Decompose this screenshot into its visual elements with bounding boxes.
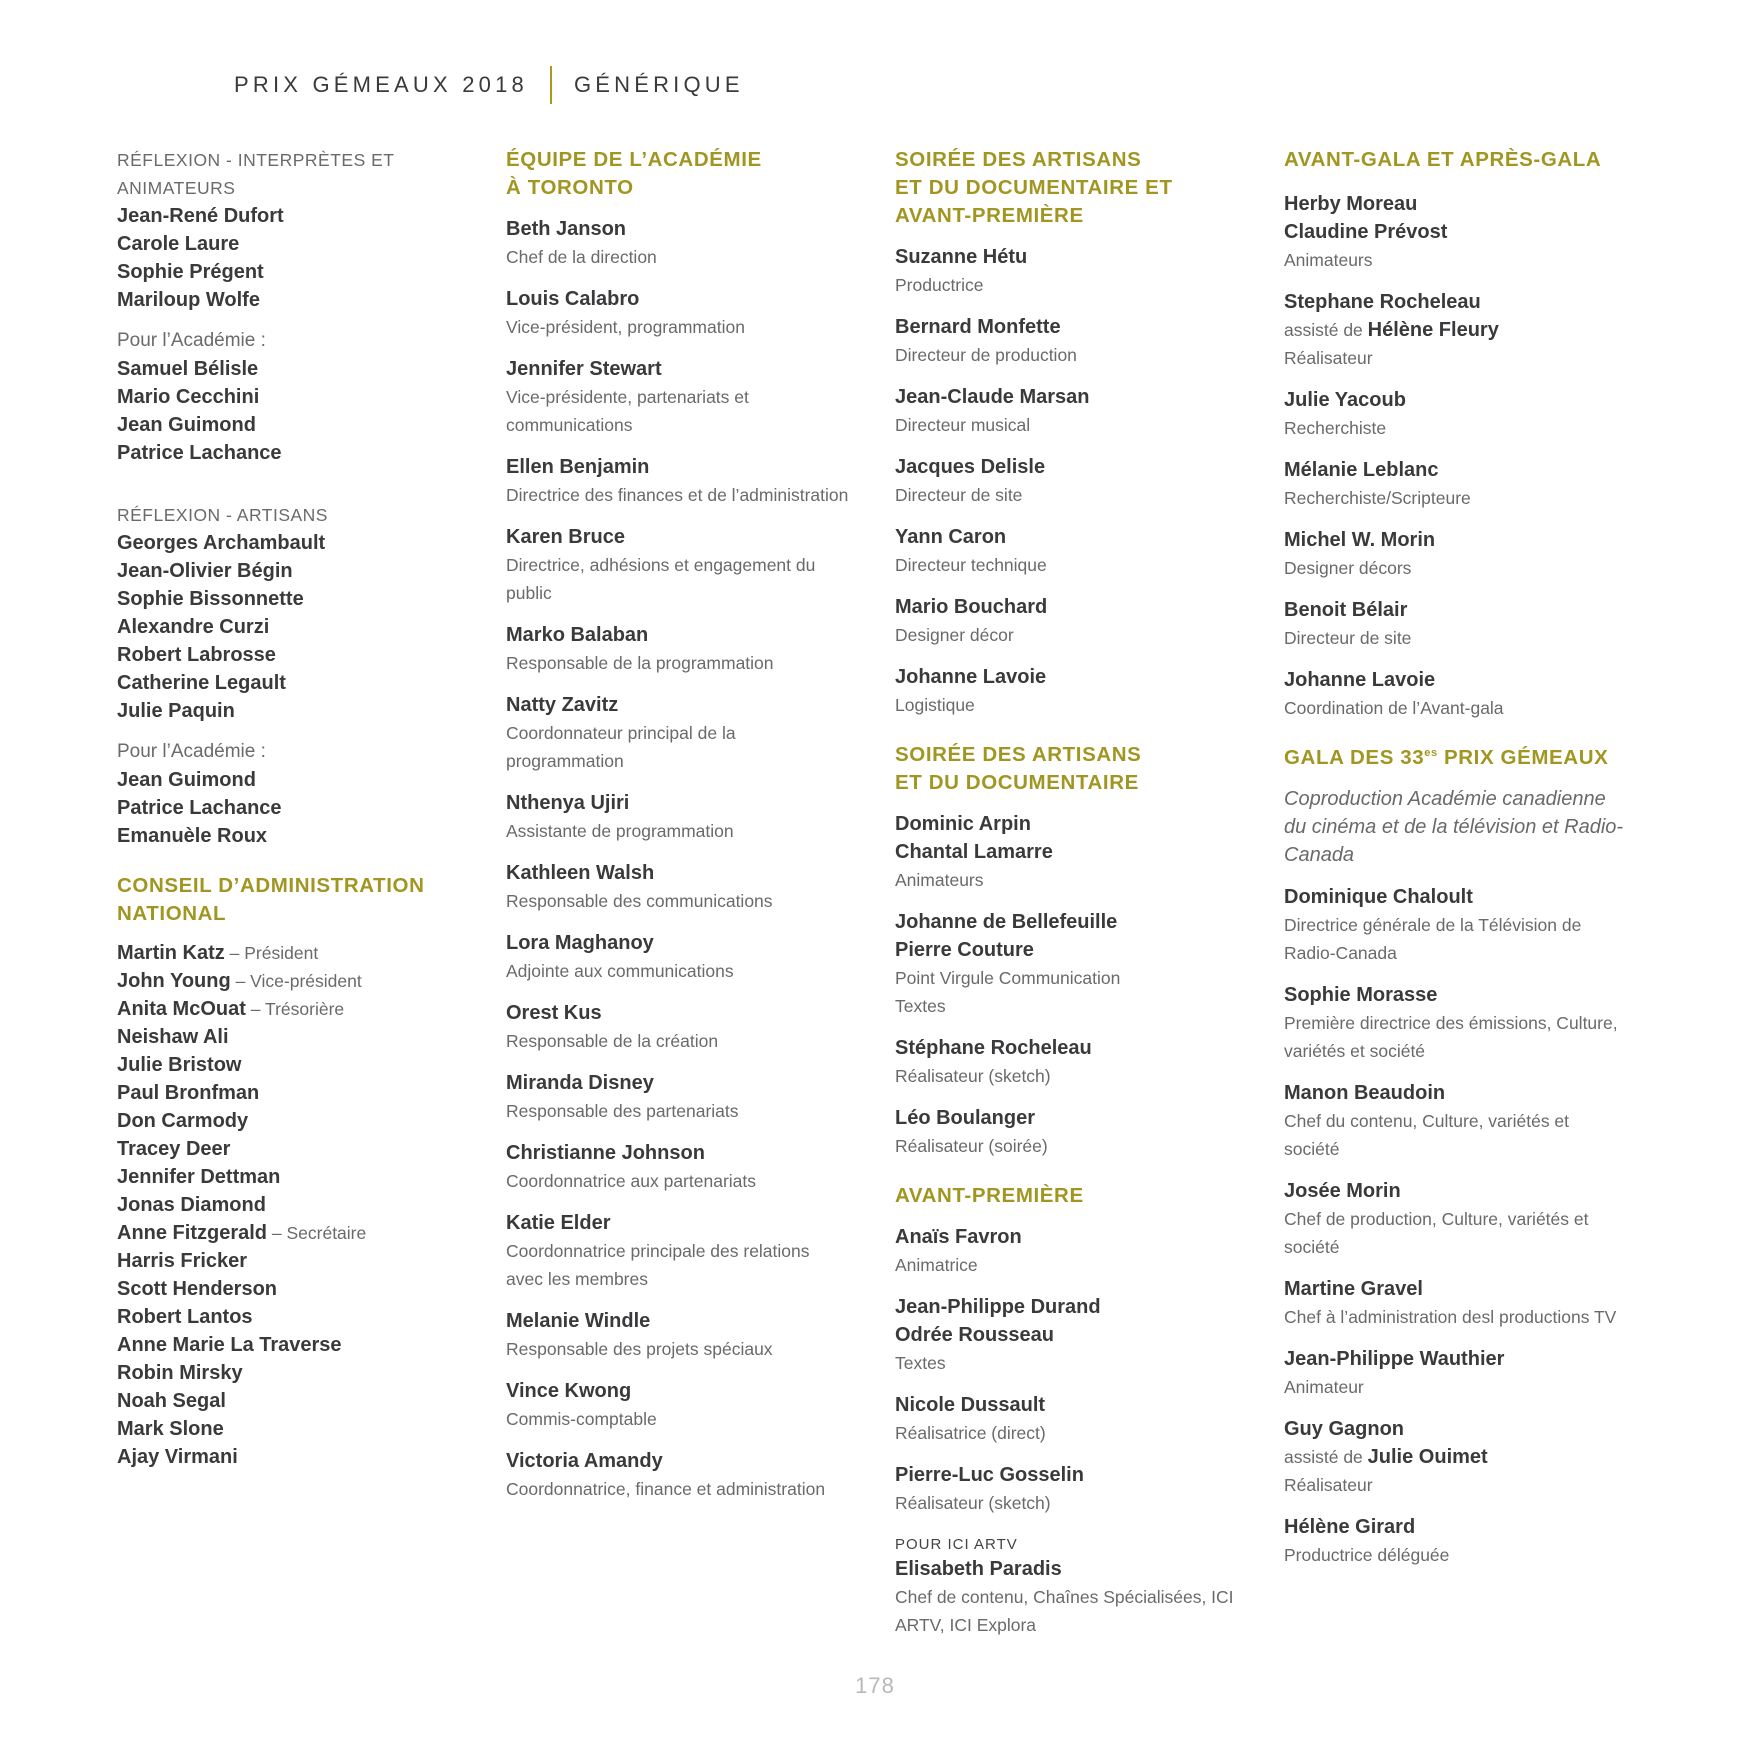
- person-name: Josée Morin: [1284, 1180, 1401, 1202]
- gala-title-suffix: PRIX GÉMEAUX: [1437, 746, 1609, 769]
- person-name: Jean-Philippe Wauthier: [1284, 1348, 1505, 1370]
- credit-entry: [895, 243, 1240, 299]
- gala-title-prefix: GALA DES 33: [1284, 746, 1425, 769]
- list-item: [117, 1079, 462, 1107]
- credit-entry: [506, 215, 851, 271]
- pour-academie-label: Pour l’Académie :: [117, 741, 266, 762]
- person-role: Responsable des partenariats: [506, 1101, 739, 1121]
- person-role: Directeur de site: [1284, 628, 1412, 648]
- credit-entry: [895, 1293, 1240, 1377]
- person-role: Textes: [895, 996, 946, 1016]
- person-name: Nicole Dussault: [895, 1394, 1046, 1416]
- credit-entry: [1284, 1415, 1629, 1499]
- person-role: Réalisateur (sketch): [895, 1493, 1051, 1513]
- person-name: Yann Caron: [895, 526, 1007, 548]
- member-name: John Young: [117, 970, 231, 992]
- list-item: [117, 939, 462, 967]
- credit-entry: [895, 810, 1240, 894]
- person-name: Lora Maghanoy: [506, 932, 654, 954]
- page-header: [234, 66, 744, 104]
- list-item: Mariloup Wolfe: [117, 289, 260, 311]
- assistant-line: [1284, 316, 1629, 344]
- credit-entry: [1284, 190, 1629, 274]
- list-item: Mario Cecchini: [117, 386, 260, 408]
- list-item: [117, 1275, 462, 1303]
- person-name: Pierre-Luc Gosselin: [895, 1464, 1084, 1486]
- person-role: Chef de production, Culture, variétés et société: [1284, 1209, 1589, 1257]
- person-name: Nthenya Ujiri: [506, 792, 630, 814]
- member-name: Neishaw Ali: [117, 1026, 229, 1048]
- person-role: Réalisateur: [1284, 1475, 1373, 1495]
- assistant-prefix: assisté de: [1284, 1447, 1368, 1467]
- person-role: Chef du contenu, Culture, variétés et société: [1284, 1111, 1570, 1159]
- person-role: Coordonnateur principal de la programmation: [506, 723, 736, 771]
- credit-entry: [1284, 596, 1629, 652]
- gala-list: [1284, 883, 1629, 1401]
- list-item: Patrice Lachance: [117, 797, 282, 819]
- person-role: Logistique: [895, 695, 975, 715]
- pour-academie-label: Pour l’Académie :: [117, 330, 266, 351]
- credit-entry: [506, 1069, 851, 1125]
- person-role: Recherchiste: [1284, 418, 1387, 438]
- person-role: Réalisateur (soirée): [895, 1136, 1048, 1156]
- credit-entry: [895, 593, 1240, 649]
- person-role: Coordonnatrice aux partenariats: [506, 1171, 757, 1191]
- list-item: Jean-Olivier Bégin: [117, 560, 293, 582]
- credit-entry: [506, 999, 851, 1055]
- credit-entry: [1284, 981, 1629, 1065]
- list-item: [117, 1247, 462, 1275]
- person-role: Productrice déléguée: [1284, 1545, 1450, 1565]
- person-role: Réalisateur: [1284, 348, 1373, 368]
- list-item: Samuel Bélisle: [117, 358, 259, 380]
- avant-gala-title: AVANT-GALA ET APRÈS-GALA: [1284, 148, 1602, 171]
- credit-entry: [895, 1391, 1240, 1447]
- credit-entry: [1284, 386, 1629, 442]
- person-name: Odrée Rousseau: [895, 1324, 1054, 1346]
- person-role: Coordination de l’Avant-gala: [1284, 698, 1504, 718]
- reflexion-interpretes-list: [117, 202, 462, 314]
- column-4: [1284, 146, 1629, 1583]
- member-name: Mark Slone: [117, 1418, 224, 1440]
- assistant-prefix: assisté de: [1284, 320, 1368, 340]
- list-item: Jean-René Dufort: [117, 205, 284, 227]
- person-name: Manon Beaudoin: [1284, 1082, 1446, 1104]
- member-name: Anita McOuat: [117, 998, 246, 1020]
- credit-entry: [506, 453, 851, 509]
- credit-entry: [1284, 456, 1629, 512]
- list-item: [117, 1443, 462, 1471]
- credit-entry: [895, 663, 1240, 719]
- avant-premiere-title: AVANT-PREMIÈRE: [895, 1184, 1084, 1207]
- person-name: Stephane Rocheleau: [1284, 291, 1481, 313]
- person-name: Dominique Chaloult: [1284, 886, 1473, 908]
- academie-list-1: [117, 355, 462, 467]
- person-role: Responsable de la création: [506, 1031, 719, 1051]
- list-item: Alexandre Curzi: [117, 616, 270, 638]
- person-role: Directrice des finances et de l’administration: [506, 485, 849, 505]
- person-name: Ellen Benjamin: [506, 456, 650, 478]
- reflexion-interpretes-title: RÉFLEXION - INTERPRÈTES ET ANIMATEURS: [117, 150, 395, 198]
- list-item: [117, 1415, 462, 1443]
- credit-entry: [895, 1461, 1240, 1517]
- person-name: Kathleen Walsh: [506, 862, 655, 884]
- member-title: – Secrétaire: [267, 1223, 367, 1243]
- list-item: Patrice Lachance: [117, 442, 282, 464]
- list-item: Sophie Bissonnette: [117, 588, 304, 610]
- credit-entry: [1284, 883, 1629, 967]
- member-title: – Président: [224, 943, 319, 963]
- person-name: Christianne Johnson: [506, 1142, 705, 1164]
- person-name: Jacques Delisle: [895, 456, 1046, 478]
- list-item: [117, 1135, 462, 1163]
- person-role: Assistante de programmation: [506, 821, 734, 841]
- conseil-list: [117, 939, 462, 1471]
- list-item: Sophie Prégent: [117, 261, 264, 283]
- equipe-title: [506, 146, 851, 202]
- person-name: Miranda Disney: [506, 1072, 654, 1094]
- list-item: Carole Laure: [117, 233, 240, 255]
- section-title-line: AVANT-PREMIÈRE: [895, 204, 1084, 227]
- credit-entry: [1284, 1345, 1629, 1401]
- person-role: Textes: [895, 1353, 946, 1373]
- person-role: Vice-présidente, partenariats et communications: [506, 387, 749, 435]
- person-name: Katie Elder: [506, 1212, 611, 1234]
- member-title: – Trésorière: [245, 999, 345, 1019]
- member-name: Robert Lantos: [117, 1306, 253, 1328]
- credit-entry: [895, 1034, 1240, 1090]
- person-name: Beth Janson: [506, 218, 627, 240]
- credit-entry: [506, 1139, 851, 1195]
- equipe-title-line-2: À TORONTO: [506, 176, 634, 199]
- person-name: Herby Moreau: [1284, 193, 1418, 215]
- person-name: Johanne Lavoie: [895, 666, 1047, 688]
- assistant-line: [1284, 1443, 1629, 1471]
- artv-label: POUR ICI ARTV: [895, 1536, 1018, 1553]
- person-role: Adjointe aux communications: [506, 961, 734, 981]
- credit-entry: [506, 1447, 851, 1503]
- person-role: Designer décors: [1284, 558, 1412, 578]
- list-item: [117, 1359, 462, 1387]
- person-name: Guy Gagnon: [1284, 1418, 1404, 1440]
- list-item: [117, 1303, 462, 1331]
- credit-entry: [895, 1104, 1240, 1160]
- person-role: Directeur technique: [895, 555, 1047, 575]
- person-role: Directeur de site: [895, 485, 1023, 505]
- person-name: Louis Calabro: [506, 288, 640, 310]
- list-item: Emanuèle Roux: [117, 825, 268, 847]
- credit-entry: [506, 789, 851, 845]
- person-role: Chef de la direction: [506, 247, 657, 267]
- person-name: Jennifer Stewart: [506, 358, 662, 380]
- person-role: Directeur musical: [895, 415, 1031, 435]
- member-name: Ajay Virmani: [117, 1446, 238, 1468]
- credit-entry: [506, 355, 851, 439]
- person-role: Recherchiste/Scripteure: [1284, 488, 1471, 508]
- credit-entry: [895, 1223, 1240, 1279]
- person-name: Johanne de Bellefeuille: [895, 911, 1118, 933]
- list-item: [117, 1051, 462, 1079]
- section-title-line: SOIRÉE DES ARTISANS: [895, 148, 1142, 171]
- person-name: Johanne Lavoie: [1284, 669, 1436, 691]
- member-name: Tracey Deer: [117, 1138, 231, 1160]
- list-item: [117, 1191, 462, 1219]
- list-item: [117, 1163, 462, 1191]
- person-name: Suzanne Hétu: [895, 246, 1028, 268]
- person-name: Marko Balaban: [506, 624, 649, 646]
- column-3: [895, 146, 1240, 1653]
- person-name: Vince Kwong: [506, 1380, 632, 1402]
- credit-entry: [895, 383, 1240, 439]
- person-role: Responsable de la programmation: [506, 653, 774, 673]
- credit-entry: [1284, 288, 1629, 372]
- credit-entry: [1284, 1513, 1629, 1569]
- gala-title-superscript: es: [1424, 747, 1438, 760]
- list-item: [117, 1023, 462, 1051]
- credit-entry: [506, 621, 851, 677]
- member-title: – Vice-président: [230, 971, 362, 991]
- soiree-documentaire-list: [895, 1034, 1240, 1160]
- person-name: Martine Gravel: [1284, 1278, 1423, 1300]
- person-name: Orest Kus: [506, 1002, 602, 1024]
- person-role: Responsable des communications: [506, 891, 773, 911]
- person-role: Chef de contenu, Chaînes Spécialisées, ICI ARTV, ICI Explora: [895, 1587, 1234, 1635]
- member-name: Harris Fricker: [117, 1250, 248, 1272]
- credit-entry: [506, 1377, 851, 1433]
- section-title-line: SOIRÉE DES ARTISANS: [895, 743, 1142, 766]
- credit-entry: [506, 285, 851, 341]
- credit-entry: [506, 929, 851, 985]
- person-name: Natty Zavitz: [506, 694, 619, 716]
- list-item: [117, 967, 462, 995]
- header-section: GÉNÉRIQUE: [573, 72, 744, 97]
- section-title-line: ET DU DOCUMENTAIRE ET: [895, 176, 1173, 199]
- person-role: Directrice générale de la Télévision de Radio-Canada: [1284, 915, 1582, 963]
- credit-entry: [1284, 1079, 1629, 1163]
- person-role: Commis-comptable: [506, 1409, 657, 1429]
- person-role: Directrice, adhésions et engagement du public: [506, 555, 816, 603]
- column-2: [506, 146, 851, 1517]
- person-name: Melanie Windle: [506, 1310, 651, 1332]
- person-name: Pierre Couture: [895, 939, 1034, 961]
- person-name: Mélanie Leblanc: [1284, 459, 1439, 481]
- avant-premiere-list: [895, 1391, 1240, 1517]
- list-item: Jean Guimond: [117, 769, 256, 791]
- person-role: Directeur de production: [895, 345, 1077, 365]
- credit-entry: [895, 908, 1240, 1020]
- credit-entry: [895, 453, 1240, 509]
- gala-title: [1284, 744, 1629, 772]
- assistant-name: Julie Ouimet: [1367, 1446, 1488, 1468]
- member-name: Scott Henderson: [117, 1278, 278, 1300]
- list-item: [117, 1331, 462, 1359]
- credit-entry: [895, 523, 1240, 579]
- person-name: Sophie Morasse: [1284, 984, 1438, 1006]
- member-name: Jennifer Dettman: [117, 1166, 281, 1188]
- header-title: PRIX GÉMEAUX 2018: [234, 72, 528, 97]
- credit-entry: [895, 313, 1240, 369]
- person-role: Animatrice: [895, 1255, 978, 1275]
- equipe-title-line-1: ÉQUIPE DE L’ACADÉMIE: [506, 148, 762, 171]
- soiree-documentaire-title: [895, 741, 1240, 797]
- credit-entry: [506, 523, 851, 607]
- person-role: Chef à l’administration desl productions TV: [1284, 1307, 1617, 1327]
- list-item: [117, 1387, 462, 1415]
- person-name: Stéphane Rocheleau: [895, 1037, 1092, 1059]
- member-name: Julie Bristow: [117, 1054, 242, 1076]
- credit-entry: [506, 859, 851, 915]
- person-name: Benoit Bélair: [1284, 599, 1408, 621]
- person-name: Karen Bruce: [506, 526, 625, 548]
- person-name: Julie Yacoub: [1284, 389, 1406, 411]
- section-title-line: ET DU DOCUMENTAIRE: [895, 771, 1139, 794]
- member-name: Anne Fitzgerald: [117, 1222, 268, 1244]
- person-name: Hélène Girard: [1284, 1516, 1416, 1538]
- credit-entry: [1284, 526, 1629, 582]
- page-number: 178: [855, 1673, 895, 1698]
- person-role: Point Virgule Communication: [895, 968, 1121, 988]
- credit-entry: [506, 1209, 851, 1293]
- person-name: Elisabeth Paradis: [895, 1558, 1062, 1580]
- person-role: Productrice: [895, 275, 984, 295]
- reflexion-artisans-list: [117, 529, 462, 725]
- assistant-name: Hélène Fleury: [1367, 319, 1499, 341]
- column-1: [117, 146, 462, 1471]
- coproduction-note: Coproduction Académie canadienne du cinéma et de la télévision et Radio-Canada: [1284, 788, 1624, 866]
- equipe-list: [506, 215, 851, 1503]
- person-name: Dominic Arpin: [895, 813, 1031, 835]
- person-name: Chantal Lamarre: [895, 841, 1053, 863]
- credit-entry: [506, 691, 851, 775]
- credit-entry: [1284, 1177, 1629, 1261]
- person-name: Léo Boulanger: [895, 1107, 1036, 1129]
- person-name: Anaïs Favron: [895, 1226, 1022, 1248]
- credit-entry: [1284, 666, 1629, 722]
- person-role: Animateurs: [895, 870, 984, 890]
- person-role: Vice-président, programmation: [506, 317, 745, 337]
- person-role: Designer décor: [895, 625, 1014, 645]
- person-role: Animateurs: [1284, 250, 1373, 270]
- member-name: Noah Segal: [117, 1390, 226, 1412]
- list-item: Catherine Legault: [117, 672, 286, 694]
- person-role: Première directrice des émissions, Culture, variétés et société: [1284, 1013, 1618, 1061]
- member-name: Paul Bronfman: [117, 1082, 260, 1104]
- member-name: Anne Marie La Traverse: [117, 1334, 342, 1356]
- person-name: Victoria Amandy: [506, 1450, 663, 1472]
- list-item: [117, 1107, 462, 1135]
- person-name: Jean-Philippe Durand: [895, 1296, 1101, 1318]
- person-name: Michel W. Morin: [1284, 529, 1436, 551]
- credit-entry: [895, 1535, 1240, 1639]
- academie-list-2: [117, 766, 462, 850]
- person-name: Jean-Claude Marsan: [895, 386, 1090, 408]
- person-role: Animateur: [1284, 1377, 1364, 1397]
- list-item: Robert Labrosse: [117, 644, 276, 666]
- header-separator: [550, 66, 552, 104]
- soiree-avant-premiere-title: [895, 146, 1240, 230]
- avant-gala-list: [1284, 386, 1629, 722]
- conseil-title: CONSEIL D’ADMINISTRATION NATIONAL: [117, 874, 425, 925]
- member-name: Don Carmody: [117, 1110, 249, 1132]
- member-name: Martin Katz: [117, 942, 225, 964]
- credit-entry: [1284, 1275, 1629, 1331]
- list-item: Georges Archambault: [117, 532, 326, 554]
- person-role: Coordonnatrice principale des relations avec les membres: [506, 1241, 810, 1289]
- person-role: Coordonnatrice, finance et administration: [506, 1479, 826, 1499]
- person-role: Responsable des projets spéciaux: [506, 1339, 773, 1359]
- list-item: [117, 995, 462, 1023]
- reflexion-artisans-title: RÉFLEXION - ARTISANS: [117, 505, 328, 525]
- member-name: Robin Mirsky: [117, 1362, 243, 1384]
- member-name: Jonas Diamond: [117, 1194, 266, 1216]
- list-item: Julie Paquin: [117, 700, 235, 722]
- person-name: Mario Bouchard: [895, 596, 1048, 618]
- person-role: Réalisateur (sketch): [895, 1066, 1051, 1086]
- list-item: [117, 1219, 462, 1247]
- person-role: Réalisatrice (direct): [895, 1423, 1046, 1443]
- soiree-avant-premiere-list: [895, 243, 1240, 719]
- person-name: Bernard Monfette: [895, 316, 1061, 338]
- list-item: Jean Guimond: [117, 414, 256, 436]
- person-name: Claudine Prévost: [1284, 221, 1448, 243]
- credit-entry: [506, 1307, 851, 1363]
